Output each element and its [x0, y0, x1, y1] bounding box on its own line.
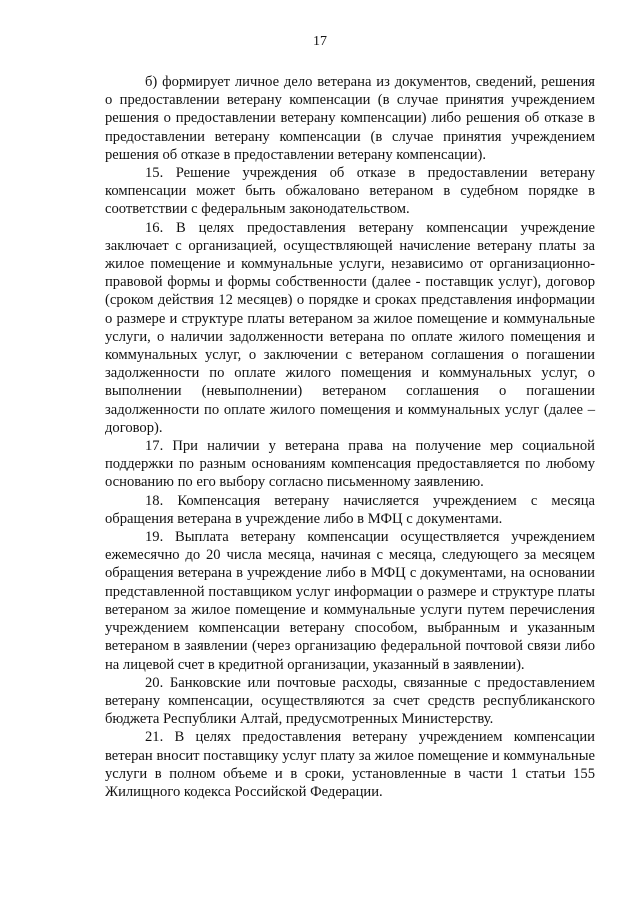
page-number: 17: [313, 34, 327, 49]
paragraph-15: 15. Решение учреждения об отказе в предоставлении ветерану компенсации может быть обжаловано ветераном в судебном порядке в соответствии с федеральным законодательством.: [105, 165, 595, 218]
paragraph-20: 20. Банковские или почтовые расходы, связанные с предоставлением ветерану компенсации, осуществляются за счет средств республиканского бюджета Республики Алтай, предусмотренных Министерству.: [105, 674, 595, 728]
paragraph-b: б) формирует личное дело ветерана из документов, сведений, решения о предоставлении ветерану компенсации (в случае принятия учреждением решения о предоставлении ветерану компенсации) либо решения об отказе в предоставлении ветерану компенсации (в случае принятия учреждением решения об отказе в предоставлении ветерану компенсации).: [105, 74, 595, 163]
paragraph-16: 16. В целях предоставления ветерану компенсации учреждение заключает с организацией, осуществляющей начисление ветерану платы за жилое помещение и коммунальные услуги, независимо от организационно-правовой формы и формы собственности (далее - поставщик услуг), договор (сроком действия 12 месяцев) о порядке и сроках представления информации о размере и структуре платы ветераном за жилое помещение и коммунальные услуги, о наличии задолженности ветерана по оплате жилого помещения и коммунальных услуг, о заключении с ветераном соглашения о погашении задолженности по оплате жилого помещения и коммунальных услуг, о выполнении (невыполнении) ветераном соглашения о погашении задолженности по оплате жилого помещения и коммунальных услуг (далее – договор).: [105, 219, 595, 436]
paragraph-18: 18. Компенсация ветерану начисляется учреждением с месяца обращения ветерана в учреждение либо в МФЦ с документами.: [105, 492, 595, 527]
paragraph-19: 19. Выплата ветерану компенсации осуществляется учреждением ежемесячно до 20 числа месяца, начиная с месяца, следующего за месяцем обращения ветерана в учреждение либо в МФЦ с документами, на основании представленной поставщиком услуг информации о размере и структуре платы ветераном за жилое помещение и коммунальные услуги путем перечисления учреждением компенсации ветерану способом, выбранным и указанным ветераном в заявлении (через организацию федеральной почтовой связи либо на лицевой счет в кредитной организации, указанный в заявлении).: [105, 529, 595, 673]
paragraph-21: 21. В целях предоставления ветерану учреждением компенсации ветеран вносит поставщику услуг плату за жилое помещение и коммунальные услуги в полном объеме и в сроки, установленные в части 1 статьи 155 Жилищного кодекса Российской Федерации.: [105, 729, 595, 800]
document-body: [105, 73, 595, 801]
paragraph-17: 17. При наличии у ветерана права на получение мер социальной поддержки по разным основаниям компенсация предоставляется по любому основанию по его выбору согласно письменному заявлению.: [105, 438, 595, 491]
